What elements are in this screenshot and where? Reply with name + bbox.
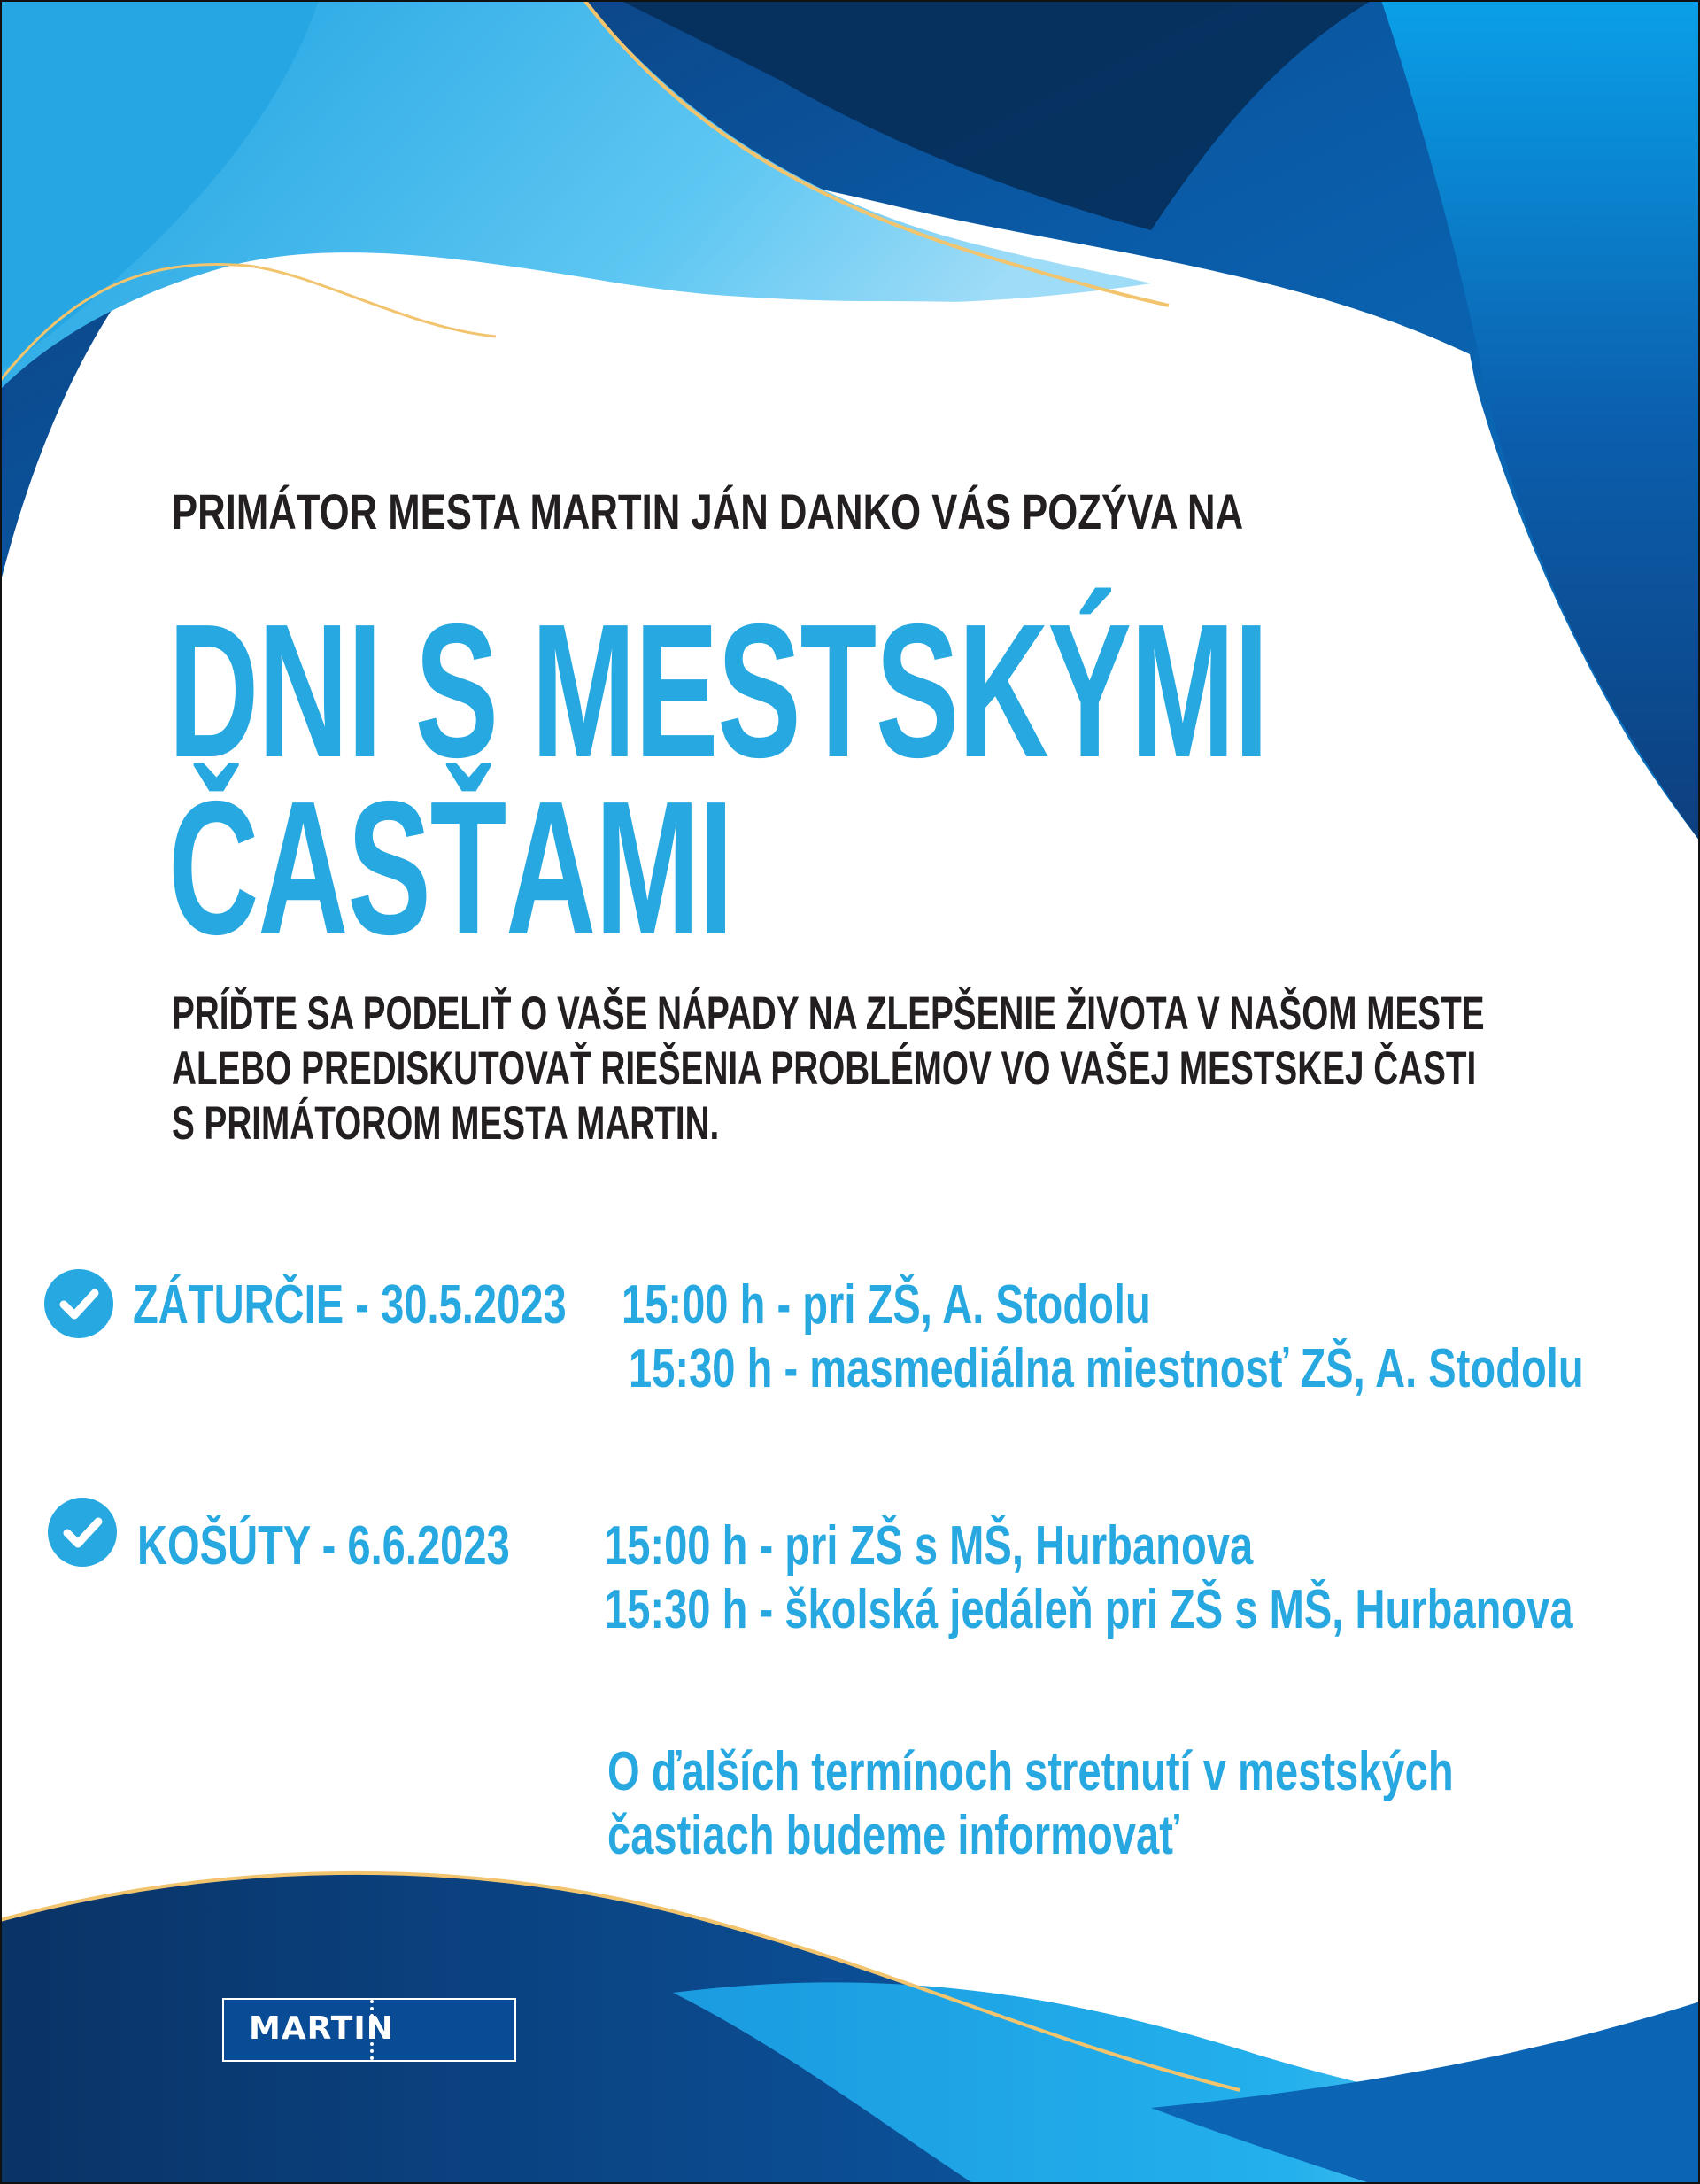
title-line-1: DNI S MESTSKÝMI [168, 584, 1268, 797]
martin-logo [222, 1998, 516, 2062]
title-line-2: ČASŤAMI [168, 761, 733, 974]
event-label-kosuty: KOŠÚTY - 6.6.2023 [137, 1515, 510, 1576]
intro-heading: PRIMÁTOR MESTA MARTIN JÁN DANKO VÁS POZÝVA NA [172, 484, 1244, 539]
event-time: 15:30 h - školská jedáleň pri ZŠ s MŠ, Hurbanova [604, 1579, 1573, 1640]
closing-note [607, 1740, 1454, 1868]
note-line-1: O ďalších termínoch stretnutí v mestských [607, 1741, 1454, 1802]
description-line-2: ALEBO PREDISKUTOVAŤ RIEŠENIA PROBLÉMOV VO VAŠEJ MESTSKEJ ČASTI [172, 1042, 1477, 1095]
check-icon [44, 1269, 113, 1338]
event-time: 15:00 h - pri ZŠ s MŠ, Hurbanova [604, 1515, 1254, 1576]
event-time: 15:00 h - pri ZŠ, A. Stodolu [622, 1274, 1151, 1336]
description-line-1: PRÍĎTE SA PODELIŤ O VAŠE NÁPADY NA ZLEPŠENIE ŽIVOTA V NAŠOM MESTE [172, 987, 1485, 1040]
page-title [168, 584, 1268, 974]
event-label-zaturcie: ZÁTURČIE - 30.5.2023 [133, 1274, 567, 1336]
logo-text: MARTIN [249, 2010, 394, 2047]
check-icon [48, 1498, 117, 1567]
description-line-3: S PRIMÁTOROM MESTA MARTIN. [172, 1097, 720, 1150]
description [172, 987, 1485, 1151]
note-line-2: častiach budeme informovať [607, 1805, 1179, 1866]
event-time: 15:30 h - masmediálna miestnosť ZŠ, A. Stodolu [629, 1338, 1584, 1399]
logo-dotted-line [370, 2000, 374, 2060]
